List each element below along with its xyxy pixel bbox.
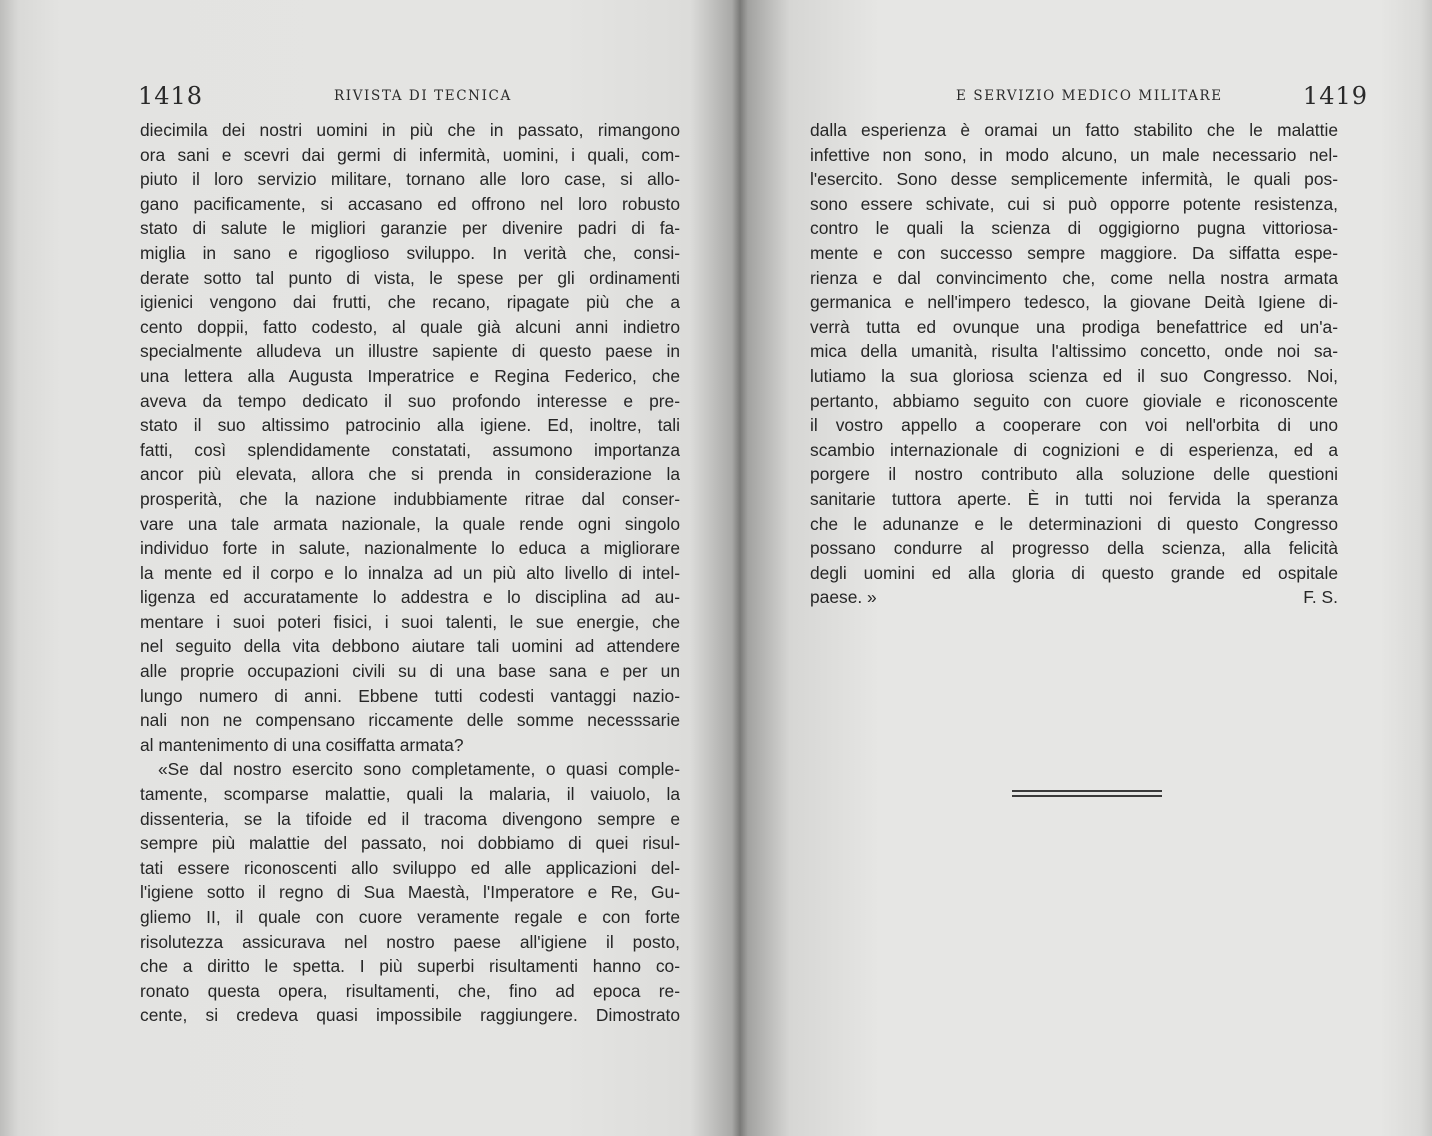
text-line: sanitarie tuttora aperte. È in tutti noi fervida la speranza [810, 488, 1338, 509]
text-line: infettive non sono, in modo alcuno, un male necessario nel- [810, 144, 1338, 165]
right-page [742, 0, 1432, 1136]
right-page-header [956, 82, 1368, 112]
text-line: cente, si credeva quasi impossibile raggiungere. Dimostrato [140, 1005, 680, 1026]
right-page-body [810, 118, 1338, 610]
text-line: rienza e dal convincimento che, come nella nostra armata [810, 267, 1338, 288]
text-line: sono essere schivate, cui si può opporre potente resistenza, [810, 193, 1338, 214]
text-line: l'igiene sotto il regno di Sua Maestà, l'Imperatore e Re, Gu- [140, 882, 680, 903]
text-line: tamente, scomparse malattie, quali la malaria, il vaiuolo, la [140, 784, 680, 805]
text-line: ligenza ed accuratamente lo addestra e lo disciplina ad au- [140, 587, 680, 608]
text-line: mentare i suoi poteri fisici, i suoi talenti, le sue energie, che [140, 611, 680, 632]
closing-line [810, 585, 1338, 610]
text-line: aveva da tempo dedicato il suo profondo interesse e pre- [140, 390, 680, 411]
closing-text: paese. » [810, 587, 877, 608]
text-line: una lettera alla Augusta Imperatrice e Regina Federico, che [140, 365, 680, 386]
section-end-rule [1012, 790, 1162, 797]
text-line: lungo numero di anni. Ebbene tutti codesti vantaggi nazio- [140, 685, 680, 706]
text-line: nel seguito della vita debbono aiutare tali uomini ad attendere [140, 636, 680, 657]
text-line: gliemo II, il quale con cuore veramente regale e con forte [140, 907, 680, 927]
text-line: alle proprie occupazioni civili su di una base sana e per un [140, 661, 680, 682]
text-line: l'esercito. Sono desse semplicemente infermità, le quali pos- [810, 169, 1338, 190]
text-line: ancor più elevata, allora che si prenda in considerazione la [140, 464, 680, 485]
text-line: scambio internazionale di cognizioni e di esperienza, ed a [810, 439, 1338, 460]
text-line: germanica e nell'impero tedesco, la giovane Deità Igiene di- [810, 292, 1338, 313]
text-line: igienici vengono dai frutti, che recano, ripagate più che a [140, 292, 680, 313]
left-page-header [138, 82, 680, 112]
right-running-head: E SERVIZIO MEDICO MILITARE [956, 88, 1223, 104]
text-line: cento doppii, fatto codesto, al quale già alcuni anni indietro [140, 316, 680, 337]
text-line: lutiamo la sua gloriosa scienza ed il suo Congresso. Noi, [810, 365, 1338, 386]
text-line: gano pacificamente, si accasano ed offrono nel loro robusto [140, 193, 680, 214]
left-page-number: 1418 [138, 82, 204, 110]
author-signature: F. S. [1303, 587, 1338, 608]
text-line: ronato questa opera, risultamenti, che, fino ad epoca re- [140, 980, 680, 1001]
text-line: porgere il nostro contributo alla soluzione delle questioni [810, 464, 1338, 485]
text-line: pertanto, abbiamo seguito con cuore gioviale e riconoscente [810, 390, 1338, 411]
text-line: vare una tale armata nazionale, la quale rende ogni singolo [140, 513, 680, 534]
text-line: specialmente alludeva un illustre sapiente di questo paese in [140, 341, 680, 362]
text-line: risolutezza assicurava nel nostro paese all'igiene il posto, [140, 931, 680, 952]
left-running-head: RIVISTA DI TECNICA [334, 88, 512, 104]
left-page-body [140, 118, 680, 1028]
text-line: miglia in sano e rigoglioso sviluppo. In verità che, consi- [140, 242, 680, 263]
text-line: stato di salute le migliori garanzie per divenire padri di fa- [140, 218, 680, 239]
text-line: nali non ne compensano riccamente delle somme necesssarie [140, 710, 680, 731]
text-line: degli uomini ed alla gloria di questo grande ed ospitale [810, 562, 1338, 583]
text-line: fatti, così splendidamente constatati, assumono importanza [140, 439, 680, 460]
text-line: piuto il loro servizio militare, tornano alle loro case, si allo- [140, 169, 680, 190]
text-line: mente e con successo sempre maggiore. Da siffatta espe- [810, 242, 1338, 263]
text-line: dalla esperienza è oramai un fatto stabilito che le malattie [810, 120, 1338, 140]
text-line: mica della umanità, risulta l'altissimo concetto, onde noi sa- [810, 341, 1338, 362]
text-line: il vostro appello a cooperare con voi nell'orbita di uno [810, 415, 1338, 436]
text-line: tati essere riconoscenti allo sviluppo ed alle applicazioni del- [140, 857, 680, 878]
text-line: al mantenimento di una cosiffatta armata? [140, 734, 464, 755]
right-page-number: 1419 [1302, 82, 1368, 110]
text-line: che a diritto le spetta. I più superbi risultamenti hanno co- [140, 956, 680, 977]
text-line: stato il suo altissimo patrocinio alla igiene. Ed, inoltre, tali [140, 415, 680, 436]
text-line: derate sotto tal punto di vista, le spese per gli ordinamenti [140, 267, 680, 288]
text-line: sempre più malattie del passato, noi dobbiamo di quei risul- [140, 833, 680, 854]
text-line: verrà tutta ed ovunque una prodiga benefattrice ed un'a- [810, 316, 1338, 337]
text-line: che le adunanze e le determinazioni di questo Congresso [810, 513, 1338, 534]
text-line: la mente ed il corpo e lo innalza ad un più alto livello di intel- [140, 562, 680, 583]
text-line: «Se dal nostro esercito sono completamente, o quasi comple- [158, 759, 680, 780]
text-line: prosperità, che la nazione indubbiamente ritrae dal conser- [140, 488, 680, 509]
text-line: ora sani e scevri dai germi di infermità, uomini, i quali, com- [140, 144, 680, 165]
text-line: dissenteria, se la tifoide ed il tracoma divengono sempre e [140, 808, 680, 829]
text-line: contro le quali la scienza di oggigiorno pugna vittoriosa- [810, 218, 1338, 239]
text-line: diecimila dei nostri uomini in più che in passato, rimangono [140, 120, 680, 140]
text-line: possano condurre al progresso della scienza, alla felicità [810, 538, 1338, 559]
text-line: individuo forte in salute, nazionalmente lo educa a migliorare [140, 538, 680, 559]
